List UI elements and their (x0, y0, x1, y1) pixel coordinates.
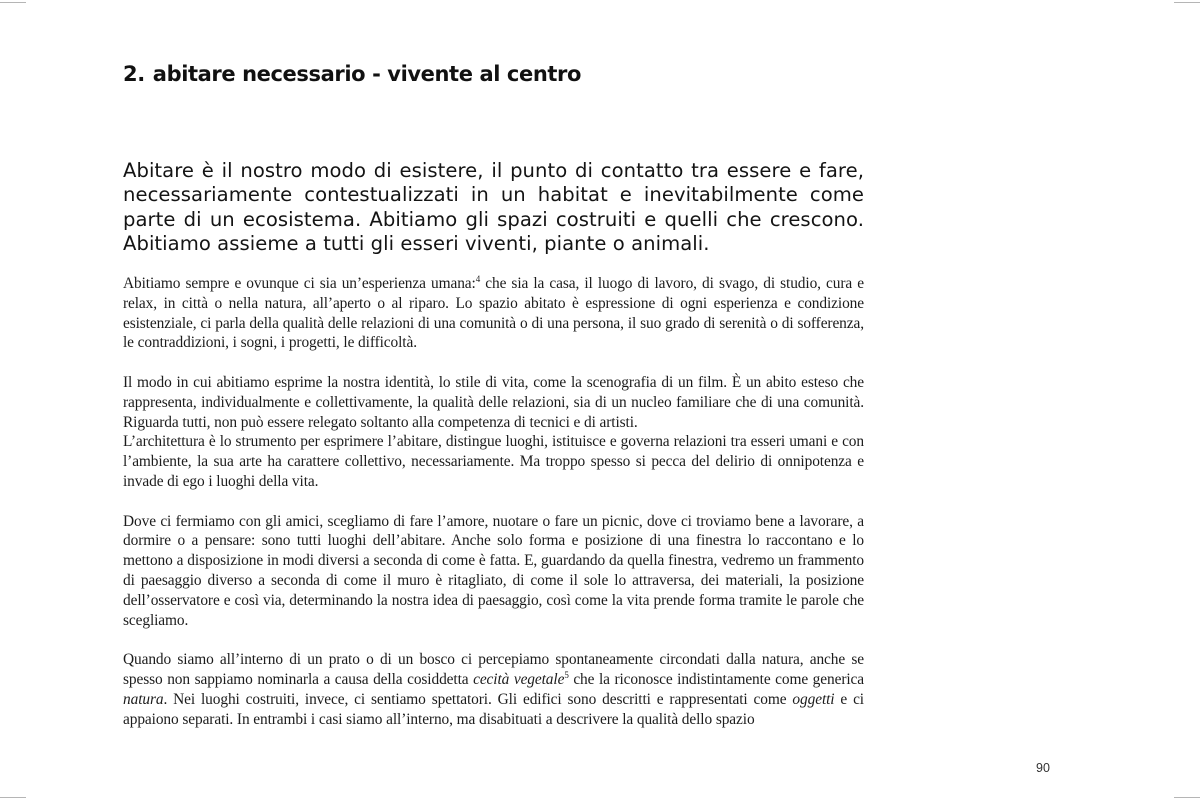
crop-mark-bottom-right (1174, 797, 1200, 798)
crop-mark-bottom-left (0, 797, 26, 798)
term-oggetti: oggetti (792, 690, 835, 708)
page-number: 90 (1036, 761, 1050, 775)
paragraph-4: Dove ci fermiamo con gli amici, scegliamo di fare l’amore, nuotare o fare un picnic, dove ci troviamo bene a lavorare, a dormire o a pensare: sono tutti luoghi dell’abitare. Anche solo forma e posizione di una finestra lo raccontano e lo mettono a disposizione in modi diversi a seconda di come è fatta. E, guardando da quella finestra, vedremo un frammento di paesaggio diverso a seconda di come il muro è ritagliato, di come il sole lo attraversa, dei materiali, la posizione dell’osservatore e così via, determinando la nostra idea di paesaggio, così come la vita prende forma tramite le parole che scegliamo. (123, 512, 864, 629)
footnote-ref-5[interactable]: 5 (564, 669, 569, 680)
crop-mark-top-left (0, 2, 26, 3)
crop-mark-top-right (1174, 2, 1200, 3)
chapter-title (123, 62, 581, 86)
lead-paragraph: Abitare è il nostro modo di esistere, il punto di contatto tra essere e fare, necessariamente contestualizzati in un habitat e inevitabilmente come parte di un ecosistema. Abitiamo gli spazi costruiti e quelli che crescono. Abitiamo assieme a tutti gli esseri viventi, piante o animali. (123, 159, 864, 256)
paragraph-1-start: Abitiamo sempre e ovunque ci sia un’esperienza umana: (123, 275, 476, 292)
term-cecita-vegetale: cecità vegetale (473, 670, 565, 688)
paragraph-3: L’architettura è lo strumento per esprimere l’abitare, distingue luoghi, istituisce e governa relazioni tra esseri umani e con l’ambiente, la sua arte ha carattere collettivo, necessariamente. Ma troppo spesso si pecca del delirio di onnipotenza e invade di ego i luoghi della vita. (123, 433, 864, 490)
paragraph-5 (123, 650, 864, 729)
paragraph-5-part-1: Quando siamo all’interno di un prato o di un bosco ci percepiamo spontaneamente circondati dalla natura, anche se spesso non sappiamo nominarla a causa della cosiddetta (123, 651, 864, 688)
paragraph-1-rest: che sia la casa, il luogo di lavoro, di svago, di studio, cura e relax, in città o nella natura, all’aperto o al riparo. Lo spazio abitato è espressione di ogni esperienza e condizione esistenziale, ci parla della qualità delle relazioni di una comunità o di una persona, il suo grado di serenità o di sofferenza, le contraddizioni, i sogni, i progetti, le difficoltà. (123, 275, 864, 352)
chapter-number: 2. (123, 62, 145, 86)
paragraph-5-part-3: . Nei luoghi costruiti, invece, ci sentiamo spettatori. Gli edifici sono descritti e rappresentati come (163, 690, 793, 708)
paragraph-5-part-2: che la riconosce indistintamente come generica (568, 670, 864, 688)
paragraph-2: Il modo in cui abitiamo esprime la nostra identità, lo stile di vita, come la scenografia di un film. È un abito esteso che rappresenta, individualmente e collettivamente, la qualità delle relazioni, sia di un nucleo familiare che di una comunità. Riguarda tutti, non può essere relegato soltanto alla competenza di tecnici e di artisti. (123, 373, 864, 431)
footnote-ref-4[interactable]: 4 (475, 274, 481, 284)
paragraph-1 (123, 274, 864, 353)
chapter-title-text: abitare necessario - vivente al centro (152, 62, 581, 86)
term-natura: natura (123, 690, 164, 708)
paragraph-5-part-4: e ci appaiono separati. In entrambi i casi siamo all’interno, ma disabituati a descrivere la qualità dello spazio (123, 690, 864, 728)
body-text (123, 274, 864, 749)
